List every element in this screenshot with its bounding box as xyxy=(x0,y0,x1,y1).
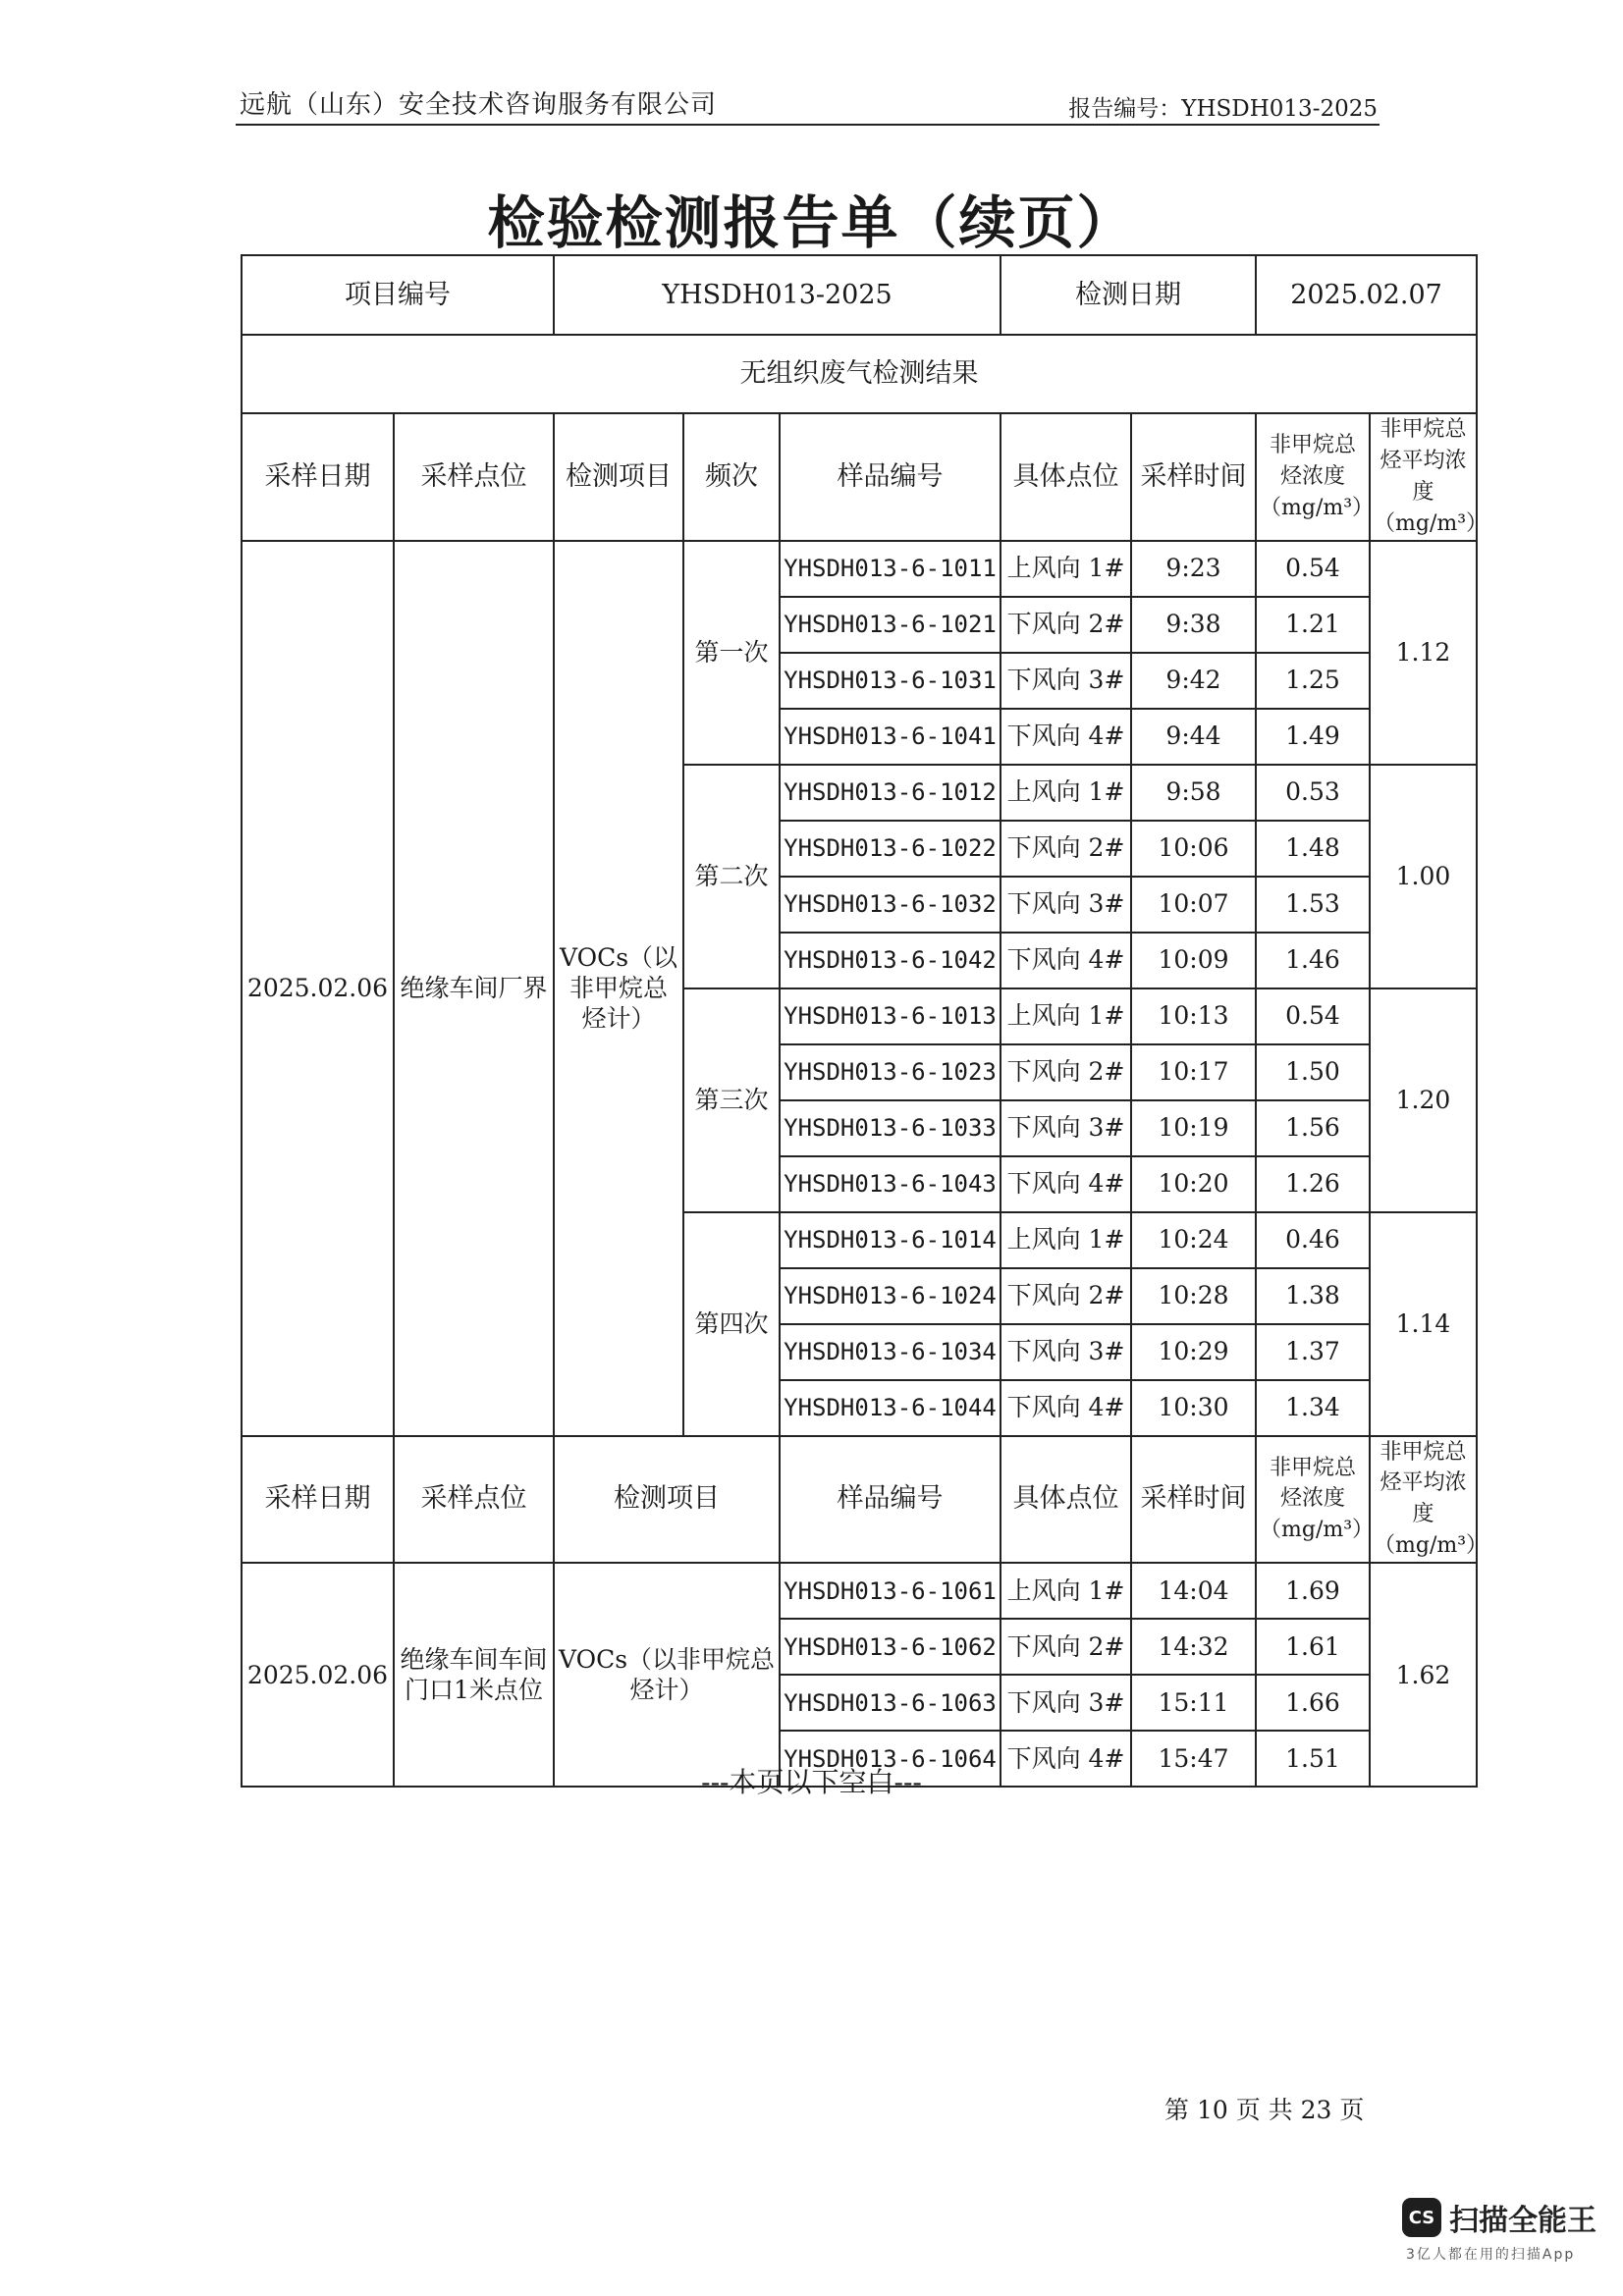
camscanner-logo-icon: CS xyxy=(1402,2198,1441,2237)
test-date-value: 2025.02.07 xyxy=(1256,255,1477,335)
frequency: 第三次 xyxy=(683,988,780,1212)
sample-point: 下风向 3# xyxy=(1001,877,1131,933)
sample-point: 下风向 4# xyxy=(1001,933,1131,988)
column-header: 具体点位 xyxy=(1001,1436,1131,1564)
scanner-app-name: 扫描全能王 xyxy=(1449,2204,1596,2238)
sample-time: 15:11 xyxy=(1131,1675,1256,1731)
sample-point: 下风向 3# xyxy=(1001,1324,1131,1380)
test-item: VOCs（以非甲烷总烃计） xyxy=(554,541,683,1436)
sample-point: 上风向 1# xyxy=(1001,1563,1131,1619)
concentration: 1.25 xyxy=(1256,653,1370,709)
sample-time: 15:47 xyxy=(1131,1731,1256,1787)
section-row xyxy=(242,335,1477,413)
sample-point: 上风向 1# xyxy=(1001,541,1131,597)
sample-time: 9:44 xyxy=(1131,709,1256,765)
column-header: 采样点位 xyxy=(394,413,554,541)
concentration: 1.50 xyxy=(1256,1044,1370,1100)
sample-id: YHSDH013-6-1011 xyxy=(780,541,1001,597)
sample-id: YHSDH013-6-1014 xyxy=(780,1212,1001,1268)
column-header: 采样点位 xyxy=(394,1436,554,1564)
sample-point: 下风向 4# xyxy=(1001,1380,1131,1436)
section-title: 无组织废气检测结果 xyxy=(242,335,1477,413)
column-header: 样品编号 xyxy=(780,413,1001,541)
column-header: 采样时间 xyxy=(1131,1436,1256,1564)
column-header: 采样日期 xyxy=(242,413,394,541)
column-header: 具体点位 xyxy=(1001,413,1131,541)
average-concentration: 1.12 xyxy=(1370,541,1477,765)
project-no-label: 项目编号 xyxy=(242,255,554,335)
sample-id: YHSDH013-6-1061 xyxy=(780,1563,1001,1619)
concentration: 1.46 xyxy=(1256,933,1370,988)
sampling-date: 2025.02.06 xyxy=(242,541,394,1436)
sample-id: YHSDH013-6-1031 xyxy=(780,653,1001,709)
sample-point: 下风向 4# xyxy=(1001,1731,1131,1787)
sample-id: YHSDH013-6-1024 xyxy=(780,1268,1001,1324)
test-date-label: 检测日期 xyxy=(1001,255,1256,335)
sample-point: 上风向 1# xyxy=(1001,1212,1131,1268)
table-row xyxy=(242,541,1477,597)
sample-id: YHSDH013-6-1012 xyxy=(780,765,1001,821)
meta-row xyxy=(242,255,1477,335)
sample-time: 10:13 xyxy=(1131,988,1256,1044)
sample-id: YHSDH013-6-1022 xyxy=(780,821,1001,877)
concentration: 1.69 xyxy=(1256,1563,1370,1619)
sample-point: 下风向 2# xyxy=(1001,1619,1131,1675)
concentration: 1.49 xyxy=(1256,709,1370,765)
concentration: 0.46 xyxy=(1256,1212,1370,1268)
column-header: 非甲烷总烃浓度（mg/m³） xyxy=(1256,413,1370,541)
sample-id: YHSDH013-6-1041 xyxy=(780,709,1001,765)
sample-id: YHSDH013-6-1021 xyxy=(780,597,1001,653)
sample-time: 10:17 xyxy=(1131,1044,1256,1100)
sample-time: 10:24 xyxy=(1131,1212,1256,1268)
sample-time: 9:23 xyxy=(1131,541,1256,597)
column-header: 样品编号 xyxy=(780,1436,1001,1564)
concentration: 1.53 xyxy=(1256,877,1370,933)
concentration: 1.26 xyxy=(1256,1156,1370,1212)
table-header-row xyxy=(242,413,1477,541)
concentration: 1.37 xyxy=(1256,1324,1370,1380)
sample-id: YHSDH013-6-1064 xyxy=(780,1731,1001,1787)
sample-id: YHSDH013-6-1063 xyxy=(780,1675,1001,1731)
average-concentration: 1.14 xyxy=(1370,1212,1477,1436)
project-no-value: YHSDH013-2025 xyxy=(554,255,1001,335)
sample-id: YHSDH013-6-1042 xyxy=(780,933,1001,988)
sample-time: 10:20 xyxy=(1131,1156,1256,1212)
concentration: 0.54 xyxy=(1256,988,1370,1044)
column-header: 采样日期 xyxy=(242,1436,394,1564)
concentration: 0.53 xyxy=(1256,765,1370,821)
frequency: 第一次 xyxy=(683,541,780,765)
sample-point: 下风向 4# xyxy=(1001,1156,1131,1212)
sample-point: 下风向 2# xyxy=(1001,821,1131,877)
average-concentration: 1.00 xyxy=(1370,765,1477,988)
sample-point: 下风向 3# xyxy=(1001,653,1131,709)
sample-id: YHSDH013-6-1034 xyxy=(780,1324,1001,1380)
page-number: 第 10 页 共 23 页 xyxy=(1164,2096,1365,2124)
frequency: 第二次 xyxy=(683,765,780,988)
frequency: 第四次 xyxy=(683,1212,780,1436)
column-header: 非甲烷总烃浓度（mg/m³） xyxy=(1256,1436,1370,1564)
sample-time: 10:19 xyxy=(1131,1100,1256,1156)
average-concentration: 1.20 xyxy=(1370,988,1477,1212)
sample-time: 14:32 xyxy=(1131,1619,1256,1675)
column-header: 检测项目 xyxy=(554,413,683,541)
sample-point: 下风向 3# xyxy=(1001,1675,1131,1731)
sample-point: 下风向 2# xyxy=(1001,1268,1131,1324)
column-header: 频次 xyxy=(683,413,780,541)
concentration: 1.61 xyxy=(1256,1619,1370,1675)
column-header: 非甲烷总烃平均浓度（mg/m³） xyxy=(1370,1436,1477,1564)
sample-point: 下风向 2# xyxy=(1001,597,1131,653)
concentration: 1.21 xyxy=(1256,597,1370,653)
sample-time: 9:42 xyxy=(1131,653,1256,709)
sample-point: 上风向 1# xyxy=(1001,765,1131,821)
sample-id: YHSDH013-6-1013 xyxy=(780,988,1001,1044)
sample-time: 9:38 xyxy=(1131,597,1256,653)
scanner-watermark xyxy=(1402,2196,1596,2239)
page-title: 检验检测报告单（续页） xyxy=(487,189,1136,256)
results-table xyxy=(241,254,1488,1788)
sample-id: YHSDH013-6-1043 xyxy=(780,1156,1001,1212)
column-header: 非甲烷总烃平均浓度（mg/m³） xyxy=(1370,413,1477,541)
average-concentration: 1.62 xyxy=(1370,1563,1477,1787)
concentration: 0.54 xyxy=(1256,541,1370,597)
concentration: 1.34 xyxy=(1256,1380,1370,1436)
concentration: 1.51 xyxy=(1256,1731,1370,1787)
sampling-site: 绝缘车间车间门口1米点位 xyxy=(394,1563,554,1787)
sample-time: 10:28 xyxy=(1131,1268,1256,1324)
table-row xyxy=(242,1563,1477,1619)
blank-note: ---本页以下空白--- xyxy=(701,1766,922,1798)
sample-id: YHSDH013-6-1023 xyxy=(780,1044,1001,1100)
company-name: 远航（山东）安全技术咨询服务有限公司 xyxy=(240,90,718,120)
concentration: 1.48 xyxy=(1256,821,1370,877)
sample-time: 10:07 xyxy=(1131,877,1256,933)
scanner-tagline: 3亿人都在用的扫描App xyxy=(1406,2247,1576,2263)
sample-id: YHSDH013-6-1044 xyxy=(780,1380,1001,1436)
header-rule xyxy=(236,124,1380,126)
table-header-row xyxy=(242,1436,1477,1564)
sampling-site: 绝缘车间厂界 xyxy=(394,541,554,1436)
test-item: VOCs（以非甲烷总烃计） xyxy=(554,1563,780,1787)
sample-point: 上风向 1# xyxy=(1001,988,1131,1044)
sample-point: 下风向 2# xyxy=(1001,1044,1131,1100)
concentration: 1.56 xyxy=(1256,1100,1370,1156)
sampling-date: 2025.02.06 xyxy=(242,1563,394,1787)
column-header: 采样时间 xyxy=(1131,413,1256,541)
sample-id: YHSDH013-6-1062 xyxy=(780,1619,1001,1675)
column-header: 检测项目 xyxy=(554,1436,780,1564)
sample-time: 9:58 xyxy=(1131,765,1256,821)
concentration: 1.66 xyxy=(1256,1675,1370,1731)
sample-time: 10:09 xyxy=(1131,933,1256,988)
concentration: 1.38 xyxy=(1256,1268,1370,1324)
sample-time: 10:29 xyxy=(1131,1324,1256,1380)
sample-id: YHSDH013-6-1033 xyxy=(780,1100,1001,1156)
sample-time: 10:30 xyxy=(1131,1380,1256,1436)
sample-point: 下风向 4# xyxy=(1001,709,1131,765)
sample-point: 下风向 3# xyxy=(1001,1100,1131,1156)
sample-id: YHSDH013-6-1032 xyxy=(780,877,1001,933)
sample-time: 14:04 xyxy=(1131,1563,1256,1619)
sample-time: 10:06 xyxy=(1131,821,1256,877)
report-number: 报告编号：YHSDH013-2025 xyxy=(1068,96,1378,122)
